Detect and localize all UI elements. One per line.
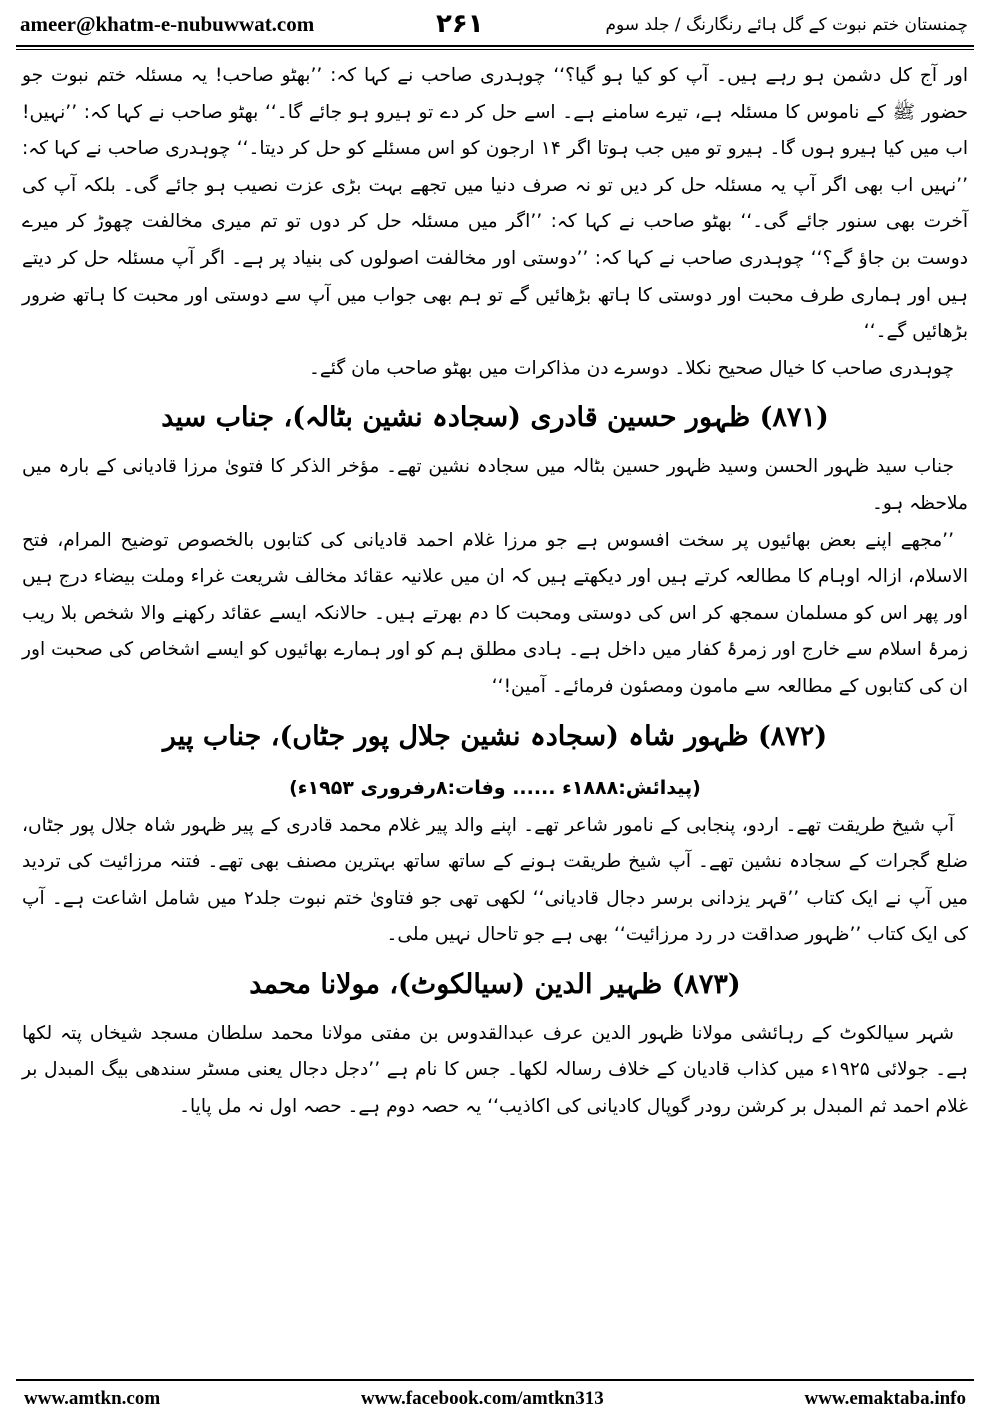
section-heading-873: (۸۷۳) ظہیر الدین (سیالکوٹ)، مولانا محمد — [249, 968, 741, 1000]
footer-link-emaktaba[interactable]: www.emaktaba.info — [804, 1388, 966, 1409]
section-871-intro: جناب سید ظہور الحسن وسید ظہور حسین بٹالہ میں سجادہ نشین تھے۔ مؤخر الذکر کا فتویٰ مرزا قادیانی کے بارہ میں ملاحظہ ہو۔ — [22, 456, 968, 514]
section-871-fatwa-quote: ’’مجھے اپنے بعض بھائیوں پر سخت افسوس ہے جو مرزا غلام احمد قادیانی کی کتابوں بالخصوص توضیح المرام، فتح الاسلام، ازالہ اوہام کا مطالعہ کرتے ہیں اور دیکھتے ہیں کہ ان میں علانیہ عقائد مخالف شریعت غراء وملت بیضاء درج ہیں اور پھر اس کو مسلمان سمجھ کر اس کی دوستی ومحبت کا دم بھرتے ہیں۔ حالانکہ ایسے عقائد رکھنے والا شخص بلا ریب زمرۂ اسلام سے خارج اور زمرۂ کفار میں داخل ہے۔ ہادی مطلق ہم کو اور ہمارے بھائیوں کو ایسے اشخاص کی صحبت اور ان کی کتابوں کے مطالعہ سے مامون ومصئون فرمائے۔ آمین!‘‘ — [22, 529, 968, 697]
body-paragraph-dialogue: اور آج کل دشمن ہو رہے ہیں۔ آپ کو کیا ہو گیا؟‘‘ چوہدری صاحب نے کہا کہ: ’’بھٹو صاحب! یہ مسئلہ ختم نبوت جو حضور ﷺ کے ناموس کا مسئلہ ہے، تیرے سامنے ہے۔ اسے حل کر دے تو ہیرو ہو جائے گا۔‘‘ بھٹو صاحب نے کہا کہ: ’’نہیں! اب میں کیا ہیرو ہوں گا۔ ہیرو تو میں جب ہوتا اگر ۱۴ ارجون کو اس مسئلے کو حل کر دیتا۔‘‘ چوہدری صاحب نے کہا کہ: ’’نہیں اب بھی اگر آپ یہ مسئلہ حل کر دیں تو نہ صرف دنیا میں تجھے بہت بڑی عزت نصیب ہو جائے گی۔ بلکہ آپ کی آخرت بھی سنور جائے گی۔‘‘ بھٹو صاحب نے کہا کہ: ’’اگر میں مسئلہ حل کر دوں تو تم میری مخالفت چھوڑ کر میرے دوست بن جاؤ گے؟‘‘ چوہدری صاحب نے کہا کہ: ’’دوستی اور مخالفت اصولوں کی بنیاد پر ہے۔ اگر آپ مسئلہ حل کر دیتے ہیں اور ہماری طرف محبت اور دوستی کا ہاتھ بڑھائیں گے تو ہم بھی جواب میں آپ سے دوستی اور محبت کا ہاتھ ضرور بڑھائیں گے۔‘‘ — [22, 65, 968, 343]
footer-link-amtkn[interactable]: www.amtkn.com — [24, 1388, 161, 1409]
book-title: چمنستان ختم نبوت کے گل ہائے رنگارنگ / جلد سوم — [605, 14, 968, 35]
page-footer — [24, 1384, 966, 1414]
body-paragraph-conclusion: چوہدری صاحب کا خیال صحیح نکلا۔ دوسرے دن مذاکرات میں بھٹو صاحب مان گئے۔ — [309, 357, 954, 379]
section-heading-871: (۸۷۱) ظہور حسین قادری (سجادہ نشین بٹالہ)، جناب سید — [161, 402, 829, 434]
header-email[interactable]: ameer@khatm-e-nubuwwat.com — [20, 11, 315, 36]
section-872-body: آپ شیخ طریقت تھے۔ اردو، پنجابی کے نامور شاعر تھے۔ اپنے والد پیر غلام محمد قادری کے پیر ظہور شاہ جلال پور جٹاں، ضلع گجرات کے سجادہ نشین تھے۔ آپ شیخ طریقت ہونے کے ساتھ ساتھ بہترین مصنف بھی تھے۔ فتنہ مرزائیت کی تردید میں آپ نے ایک کتاب ’’قہر یزدانی برسر دجال قادیانی‘‘ لکھی تھی جو فتاویٰ ختم نبوت جلد۲ میں شامل اشاعت ہے۔ آپ کی ایک کتاب ’’ظہور صداقت در رد مرزائیت‘‘ بھی ہے جو تاحال نہیں ملی۔ — [22, 814, 969, 946]
header-rule-thin — [16, 49, 974, 50]
header-rule — [16, 45, 974, 47]
section-873-body: شہر سیالکوٹ کے رہائشی مولانا ظہور الدین عرف عبدالقدوس بن مفتی مولانا محمد سلطان مسجد شیخاں پتہ لکھا ہے۔ جولائی ۱۹۲۵ء میں کذاب قادیان کے خلاف رسالہ لکھا۔ جس کا نام ہے ’’دجل دجال یعنی مسٹر سندھی بیگ المبدل بر غلام احمد ثم المبدل بر کرشن رودر گوپال کادیانی کی اکاذیب‘‘ یہ حصہ دوم ہے۔ حصہ اول نہ مل پایا۔ — [22, 1022, 968, 1118]
section-heading-872: (۸۷۲) ظہور شاہ (سجادہ نشین جلال پور جٹاں)، جناب پیر — [162, 720, 828, 752]
page-number: ۲۶۱ — [436, 9, 484, 39]
section-872-dates: (پیدائش:۱۸۸۸ء ...... وفات:۸رفروری ۱۹۵۳ء) — [289, 776, 701, 799]
page-header — [20, 6, 968, 42]
footer-rule — [16, 1379, 974, 1381]
footer-link-facebook[interactable]: www.facebook.com/amtkn313 — [360, 1388, 604, 1409]
page-body — [22, 58, 968, 1370]
